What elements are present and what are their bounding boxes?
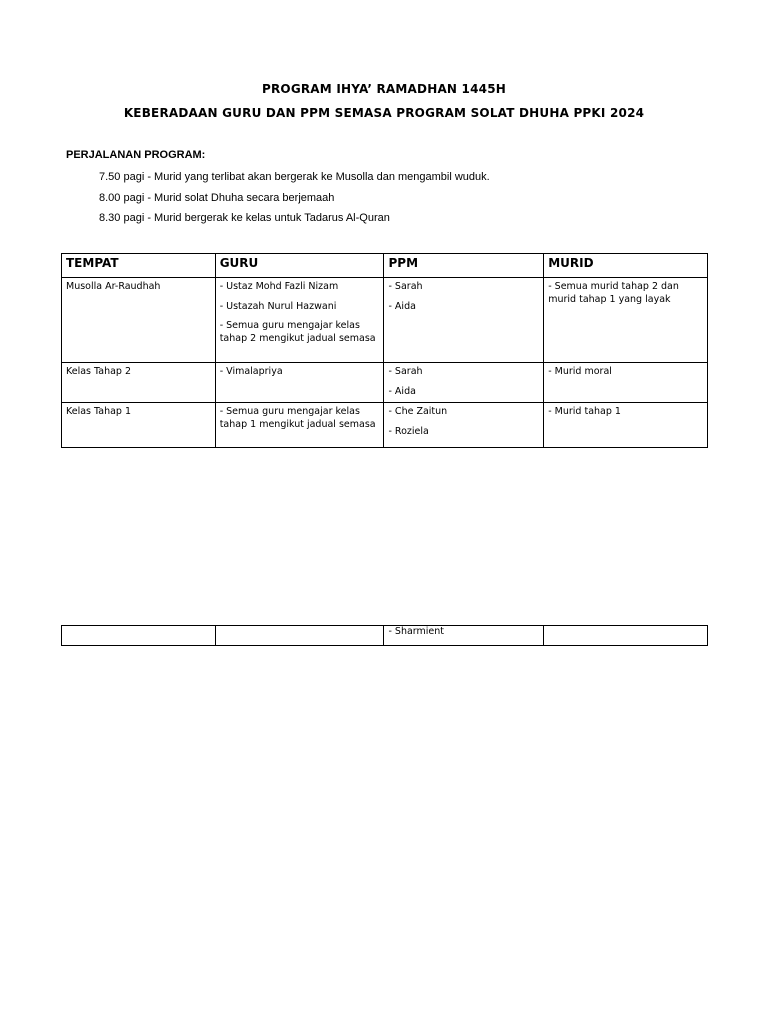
header-guru: GURU xyxy=(215,254,384,278)
cell-murid xyxy=(544,626,708,646)
program-section-label: PERJALANAN PROGRAM: xyxy=(66,149,206,161)
assignment-table-continuation xyxy=(61,625,708,646)
header-tempat: TEMPAT xyxy=(62,254,216,278)
guru-entry: - Semua guru mengajar kelas tahap 2 mengikut jadual semasa xyxy=(219,320,376,344)
guru-entry: - Ustaz Mohd Fazli Nizam xyxy=(219,281,339,292)
cell-ppm xyxy=(384,626,544,646)
ppm-entry: - Che Zaitun xyxy=(388,406,448,417)
schedule-item: 7.50 pagi - Murid yang terlibat akan bergerak ke Musolla dan mengambil wuduk. xyxy=(99,171,490,183)
cell-tempat xyxy=(62,363,216,403)
tempat-text: Kelas Tahap 1 xyxy=(66,406,132,417)
cell-murid xyxy=(544,278,708,363)
header-ppm: PPM xyxy=(384,254,544,278)
table-header-row xyxy=(62,254,708,278)
table-row xyxy=(62,278,708,363)
schedule-item: 8.00 pagi - Murid solat Dhuha secara berjemaah xyxy=(99,191,335,204)
cell-ppm xyxy=(384,403,544,448)
guru-entry: - Ustazah Nurul Hazwani xyxy=(219,300,337,312)
header-murid: MURID xyxy=(544,254,708,278)
cell-guru xyxy=(215,626,384,646)
document-title: PROGRAM IHYA’ RAMADHAN 1445H xyxy=(261,82,506,96)
program-schedule-list xyxy=(99,170,490,232)
ppm-entry: - Sharmient xyxy=(388,626,445,637)
cell-guru xyxy=(215,403,384,448)
table-row xyxy=(62,403,708,448)
cell-ppm xyxy=(384,363,544,403)
tempat-text: Kelas Tahap 2 xyxy=(66,366,132,377)
cell-tempat xyxy=(62,278,216,363)
ppm-entry: - Sarah xyxy=(388,281,423,292)
cell-murid xyxy=(544,363,708,403)
ppm-entry: - Aida xyxy=(388,385,416,397)
cell-tempat xyxy=(62,626,216,646)
table-row xyxy=(62,363,708,403)
assignment-table xyxy=(61,253,708,448)
table-row xyxy=(62,626,708,646)
guru-entry: - Vimalapriya xyxy=(219,366,283,377)
ppm-entry: - Sarah xyxy=(388,366,423,377)
cell-murid xyxy=(544,403,708,448)
cell-guru xyxy=(215,278,384,363)
ppm-entry: - Roziela xyxy=(388,425,429,437)
cell-ppm xyxy=(384,278,544,363)
murid-entry: - Murid moral xyxy=(548,366,612,377)
ppm-entry: - Aida xyxy=(388,300,416,312)
cell-guru xyxy=(215,363,384,403)
tempat-text: Musolla Ar-Raudhah xyxy=(66,281,161,292)
murid-entry: - Semua murid tahap 2 dan murid tahap 1 yang layak xyxy=(548,281,679,305)
cell-tempat xyxy=(62,403,216,448)
document-subtitle: KEBERADAAN GURU DAN PPM SEMASA PROGRAM SOLAT DHUHA PPKI 2024 xyxy=(123,106,645,120)
schedule-item: 8.30 pagi - Murid bergerak ke kelas untuk Tadarus Al-Quran xyxy=(99,212,390,224)
murid-entry: - Murid tahap 1 xyxy=(548,406,621,417)
guru-entry: - Semua guru mengajar kelas tahap 1 mengikut jadual semasa xyxy=(219,406,376,430)
